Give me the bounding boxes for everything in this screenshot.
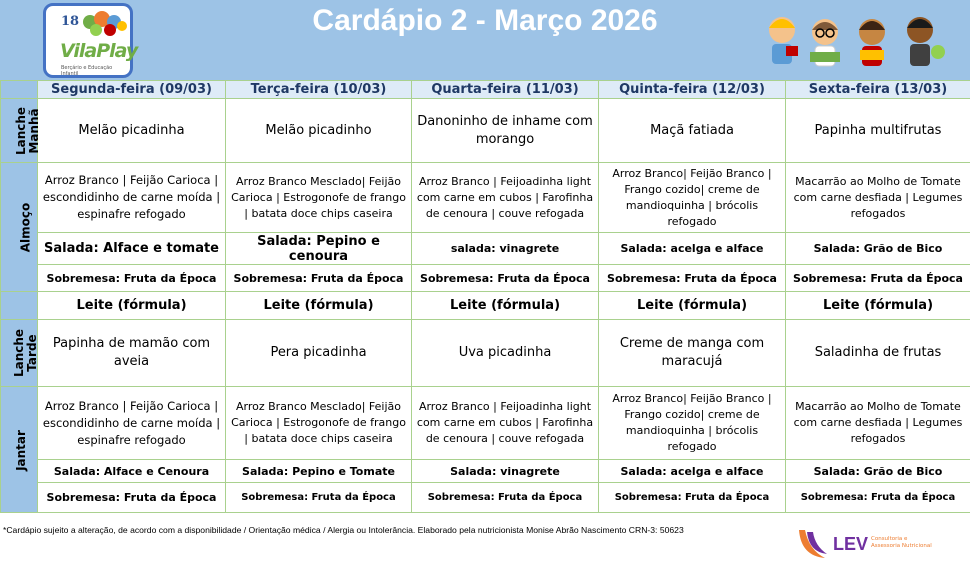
lanche-manha-item: Danoninho de inhame com morango: [412, 99, 599, 163]
jantar-main-row: [1, 387, 970, 460]
lev-sub1: Consultoria e: [871, 536, 908, 542]
school-logo: [43, 3, 138, 78]
leite-side: [1, 292, 38, 320]
leite-item: Leite (fórmula): [38, 292, 226, 320]
page-title: Cardápio 2 - Março 2026: [312, 4, 658, 37]
header-banner: [0, 0, 970, 80]
kid-3: [859, 19, 885, 66]
almoco-main: Arroz Branco | Feijoadinha light com carne em cubos | Farofinha de cenoura | couve refogada: [412, 163, 599, 233]
jantar-main: Arroz Branco Mesclado| Feijão Carioca | Estrogonofe de frango | batata doce chips caseira: [226, 387, 412, 460]
jantar-sobremesa: Sobremesa: Fruta da Época: [412, 483, 599, 513]
day-header: Sexta-feira (13/03): [786, 81, 970, 99]
jantar-label: Jantar: [1, 387, 38, 513]
almoco-sobremesa: Sobremesa: Fruta da Época: [412, 265, 599, 292]
jantar-salada: Salada: Alface e Cenoura: [38, 460, 226, 483]
leite-row: [1, 292, 970, 320]
jantar-sobremesa-row: [1, 483, 970, 513]
leite-item: Leite (fórmula): [226, 292, 412, 320]
almoco-salada: salada: vinagrete: [412, 233, 599, 265]
almoco-sobremesa: Sobremesa: Fruta da Época: [226, 265, 412, 292]
lev-sub2: Assessoria Nutricional: [871, 543, 932, 549]
logo-brand: VilaPlay: [60, 40, 138, 62]
leite-item: Leite (fórmula): [599, 292, 786, 320]
jantar-sobremesa: Sobremesa: Fruta da Época: [38, 483, 226, 513]
almoco-salada: Salada: Grão de Bico: [786, 233, 970, 265]
jantar-main: Arroz Branco | Feijão Carioca | escondidinho de carne moída | espinafre refogado: [38, 387, 226, 460]
menu-table: [0, 80, 970, 513]
jantar-main: Arroz Branco | Feijoadinha light com carne em cubos | Farofinha de cenoura | couve refogada: [412, 387, 599, 460]
lev-mark-icon: [795, 526, 831, 562]
day-header: Quinta-feira (12/03): [599, 81, 786, 99]
jantar-main: Macarrão ao Molho de Tomate com carne desfiada | Legumes refogados: [786, 387, 970, 460]
jantar-salada: Salada: Grão de Bico: [786, 460, 970, 483]
almoco-salada: Salada: Pepino e cenoura: [226, 233, 412, 265]
tree-icon: [80, 10, 128, 40]
jantar-salada: Salada: vinagrete: [412, 460, 599, 483]
leite-item: Leite (fórmula): [412, 292, 599, 320]
almoco-salada-row: [1, 233, 970, 265]
leite-item: Leite (fórmula): [786, 292, 970, 320]
lanche-tarde-item: Creme de manga com maracujá: [599, 320, 786, 387]
lanche-tarde-item: Uva picadinha: [412, 320, 599, 387]
lanche-manha-item: Melão picadinha: [38, 99, 226, 163]
lanche-manha-item: Papinha multifrutas: [786, 99, 970, 163]
jantar-salada: Salada: Pepino e Tomate: [226, 460, 412, 483]
day-header: Segunda-feira (09/03): [38, 81, 226, 99]
lanche-tarde-item: Pera picadinha: [226, 320, 412, 387]
almoco-main: Macarrão ao Molho de Tomate com carne desfiada | Legumes refogados: [786, 163, 970, 233]
logo-tagline: Berçário e Educação Infantil: [61, 65, 113, 77]
lanche-tarde-row: [1, 320, 970, 387]
almoco-label: Almoço: [1, 163, 38, 292]
footer-note: *Cardápio sujeito a alteração, de acordo com a disponibilidade / Orientação médica / Alergia ou Intolerância. Elaborado pela nutricionista Monise Abrão Nascimento CRN-3: 50623: [3, 525, 684, 535]
lanche-tarde-item: Saladinha de frutas: [786, 320, 970, 387]
logo-age: 18: [61, 14, 80, 29]
jantar-sobremesa: Sobremesa: Fruta da Época: [599, 483, 786, 513]
lanche-tarde-label: Lanche Tarde: [1, 320, 38, 387]
day-header: Terça-feira (10/03): [226, 81, 412, 99]
children-reading-icon: [760, 8, 960, 78]
jantar-salada-row: [1, 460, 970, 483]
kid-2: [810, 19, 840, 66]
kid-1: [769, 17, 798, 64]
almoco-sobremesa: Sobremesa: Fruta da Época: [786, 265, 970, 292]
almoco-main-row: [1, 163, 970, 233]
jantar-sobremesa: Sobremesa: Fruta da Época: [226, 483, 412, 513]
day-header: Quarta-feira (11/03): [412, 81, 599, 99]
kid-4: [907, 17, 945, 66]
lev-logo: [795, 526, 935, 562]
day-header-row: [1, 81, 970, 99]
jantar-sobremesa: Sobremesa: Fruta da Época: [786, 483, 970, 513]
lanche-manha-label: Lanche Manhã: [1, 99, 38, 163]
lanche-tarde-item: Papinha de mamão com aveia: [38, 320, 226, 387]
lanche-manha-item: Maçã fatiada: [599, 99, 786, 163]
lanche-manha-row: [1, 99, 970, 163]
lev-word: LEV: [833, 534, 869, 554]
footer: [0, 514, 970, 565]
lanche-manha-item: Melão picadinho: [226, 99, 412, 163]
almoco-main: Arroz Branco Mesclado| Feijão Carioca | Estrogonofe de frango | batata doce chips caseira: [226, 163, 412, 233]
jantar-salada: Salada: acelga e alface: [599, 460, 786, 483]
almoco-sobremesa-row: [1, 265, 970, 292]
almoco-main: Arroz Branco| Feijão Branco | Frango cozido| creme de mandioquinha | brócolis refogado: [599, 163, 786, 233]
jantar-main: Arroz Branco| Feijão Branco | Frango cozido| creme de mandioquinha | brócolis refogado: [599, 387, 786, 460]
corner-cell: [1, 81, 38, 99]
almoco-sobremesa: Sobremesa: Fruta da Época: [599, 265, 786, 292]
almoco-main: Arroz Branco | Feijão Carioca | escondidinho de carne moída | espinafre refogado: [38, 163, 226, 233]
almoco-salada: Salada: acelga e alface: [599, 233, 786, 265]
almoco-salada: Salada: Alface e tomate: [38, 233, 226, 265]
almoco-sobremesa: Sobremesa: Fruta da Época: [38, 265, 226, 292]
